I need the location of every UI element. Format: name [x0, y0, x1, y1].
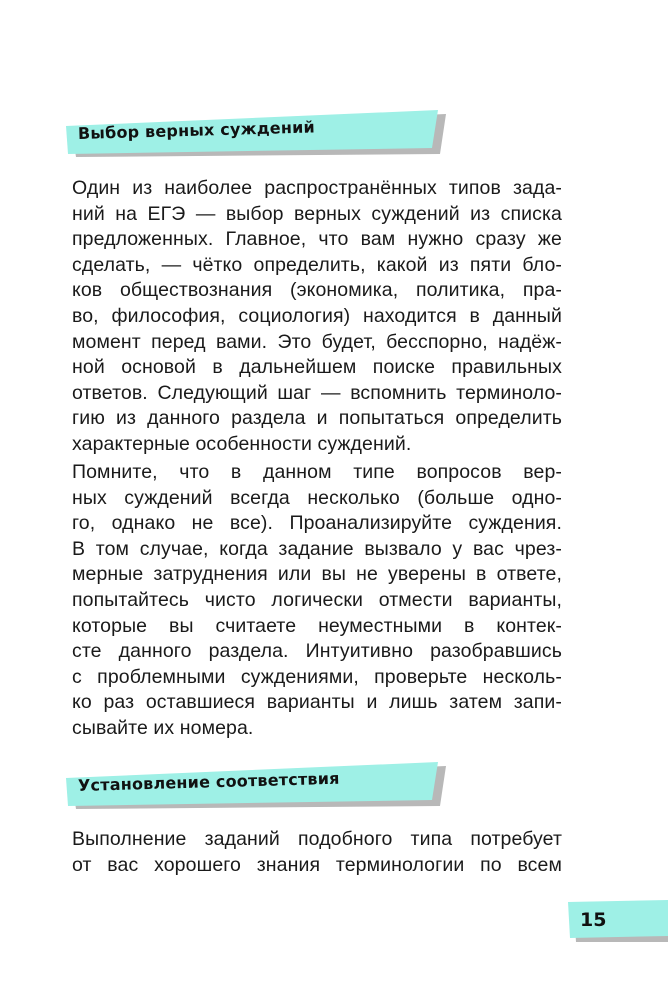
page-number: 15	[580, 909, 607, 931]
text-line: Выполнение заданий подобного типа потребует	[72, 828, 562, 850]
text-line: мерные затруднения или вы не уверены в ответе,	[72, 563, 562, 586]
text-line: предложенных. Главное, что вам нужно сразу же	[72, 228, 562, 251]
page-number-tab	[566, 900, 668, 942]
text-line: ний на ЕГЭ — выбор верных суждений из списка	[72, 202, 562, 225]
text-line: Помните, что в данном типе вопросов вер-	[72, 461, 562, 483]
section-heading: Выбор верных суждений	[77, 117, 316, 143]
body-paragraph	[72, 176, 562, 458]
text-line: во, философия, социология) находится в данный	[72, 304, 562, 327]
text-line: гию из данного раздела и попытаться определить	[72, 407, 562, 430]
text-line: Один из наиболее распространённых типов зада-	[72, 177, 562, 199]
section-heading-banner	[64, 762, 446, 810]
text-line: ответов. Следующий шаг — вспомнить терминоло-	[72, 381, 562, 404]
text-line: го, однако не все). Проанализируйте суждения.	[72, 512, 562, 535]
text-line: попытайтесь чисто логически отмести варианты,	[72, 588, 562, 611]
text-line: сделать, — чётко определить, какой из пяти бло-	[72, 253, 562, 276]
text-line: от вас хорошего знания терминологии по всем	[72, 853, 562, 876]
text-line: ных суждений всегда несколько (больше одно-	[72, 486, 562, 509]
text-line: ков обществознания (экономика, политика, пра-	[72, 279, 562, 302]
text-line: сывайте их номера.	[72, 716, 254, 739]
text-line: момент перед вами. Это будет, бесспорно, надёж-	[72, 330, 562, 353]
text-line: с проблемными суждениями, проверьте несколь-	[72, 665, 562, 688]
text-line: В том случае, когда задание вызвало у вас чрез-	[72, 537, 562, 560]
text-line: сте данного раздела. Интуитивно разобравшись	[72, 640, 562, 663]
body-paragraph	[72, 460, 562, 742]
text-line: характерные особенности суждений.	[72, 432, 412, 455]
body-paragraph	[72, 827, 562, 878]
text-line: ной основой в дальнейшем поиске правильных	[72, 356, 562, 379]
section-heading-banner	[64, 110, 446, 158]
text-line: которые вы считаете неуместными в контек-	[72, 614, 562, 637]
section-heading: Установление соответствия	[77, 768, 340, 795]
text-line: ко раз оставшиеся варианты и лишь затем запи-	[72, 691, 562, 714]
